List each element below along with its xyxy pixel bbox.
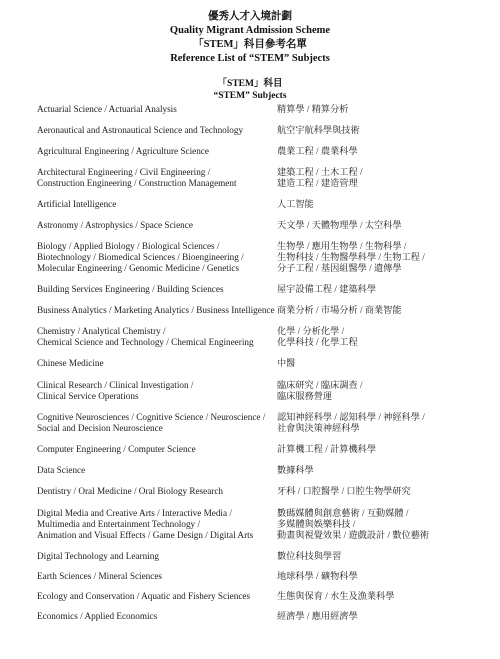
subject-chinese-line: 臨床服務營運 <box>277 391 333 401</box>
subject-chinese-line: 生物學 / 應用生物學 / 生物科學 / <box>277 241 407 251</box>
subject-english-line: Molecular Engineering / Genomic Medicine / Genetics <box>37 263 240 273</box>
subject-chinese <box>277 591 394 602</box>
document-header <box>0 0 500 66</box>
subject-chinese-line: 社會與決策神經科學 <box>277 423 360 433</box>
subject-english-line: Astronomy / Astrophysics / Space Science <box>37 220 193 230</box>
subject-chinese-line: 農業工程 / 農業科學 <box>277 146 358 156</box>
subject-english-line: Construction Engineering / Construction Management <box>37 178 237 188</box>
subject-english <box>37 305 277 316</box>
subject-row <box>37 104 477 115</box>
subject-english-line: Earth Sciences / Mineral Sciences <box>37 571 163 581</box>
subject-row <box>37 465 477 476</box>
subject-english-line: Chemical Science and Technology / Chemical Engineering <box>37 337 254 347</box>
subject-chinese-line: 生物科技 / 生物醫學科學 / 生物工程 / <box>277 252 425 262</box>
subject-english-line: Cognitive Neurosciences / Cognitive Science / Neuroscience / <box>37 412 266 422</box>
subject-row <box>37 571 477 582</box>
subject-english-line: Clinical Research / Clinical Investigation / <box>37 380 194 390</box>
subject-row <box>37 125 477 136</box>
subject-chinese-line: 化學科技 / 化學工程 <box>277 337 358 347</box>
subject-chinese <box>277 444 376 455</box>
section-header <box>0 79 500 102</box>
subject-chinese <box>277 380 363 402</box>
subject-chinese-line: 數據科學 <box>277 465 314 475</box>
subject-chinese-line: 化學 / 分析化學 / <box>277 326 345 336</box>
subject-english <box>37 444 277 455</box>
subject-chinese <box>277 358 295 369</box>
subject-english <box>37 241 277 274</box>
subject-english-line: Architectural Engineering / Civil Engineering / <box>37 167 211 177</box>
subject-row <box>37 444 477 455</box>
subject-chinese-line: 牙科 / 口腔醫學 / 口腔生物學研究 <box>277 486 411 496</box>
subject-english <box>37 571 277 582</box>
subject-row <box>37 508 477 541</box>
subject-row <box>37 167 477 189</box>
subject-chinese <box>277 508 429 541</box>
subject-chinese-line: 分子工程 / 基因組醫學 / 遺傳學 <box>277 263 402 273</box>
subject-english <box>37 326 277 348</box>
subject-english-line: Computer Engineering / Computer Science <box>37 444 196 454</box>
subject-chinese-line: 天文學 / 天體物理學 / 太空科學 <box>277 220 402 230</box>
subject-row <box>37 551 477 562</box>
subject-chinese-line: 中醫 <box>277 358 296 368</box>
subject-english <box>37 412 277 434</box>
subject-english <box>37 104 277 115</box>
title-english: Quality Migrant Admission Scheme <box>169 25 331 36</box>
subject-chinese-line: 數碼媒體與創意藝術 / 互動媒體 / <box>277 508 409 518</box>
subject-english <box>37 146 277 157</box>
subject-english <box>37 220 277 231</box>
subject-chinese-line: 屋宇設備工程 / 建築科學 <box>277 284 377 294</box>
subject-row <box>37 241 477 274</box>
subject-english-line: Biology / Applied Biology / Biological Sciences / <box>37 241 220 251</box>
subject-chinese-line: 地球科學 / 礦物科學 <box>277 571 358 581</box>
subject-chinese-line: 動畫與視覺效果 / 遊戲設計 / 數位藝術 <box>277 530 430 540</box>
subject-chinese-line: 建築工程 / 土木工程 / <box>277 167 363 177</box>
subject-chinese <box>277 167 363 189</box>
subject-chinese-line: 人工智能 <box>277 199 314 209</box>
subject-row <box>37 326 477 348</box>
subject-chinese <box>277 326 358 348</box>
subject-row <box>37 199 477 210</box>
subject-row <box>37 412 477 434</box>
subject-chinese-line: 生態與保育 / 水生及漁業科學 <box>277 591 395 601</box>
subject-english-line: Building Services Engineering / Building Sciences <box>37 284 224 294</box>
subject-row <box>37 146 477 157</box>
subject-chinese <box>277 220 402 231</box>
subject-english-line: Dentistry / Oral Medicine / Oral Biology Research <box>37 486 223 496</box>
subject-english <box>37 284 277 295</box>
subject-english <box>37 125 277 136</box>
subject-english-line: Chemistry / Analytical Chemistry / <box>37 326 166 336</box>
subject-english <box>37 508 277 541</box>
subject-row <box>37 611 477 622</box>
list-title-chinese: 「STEM」科目參考名單 <box>193 39 307 50</box>
subject-english-line: Social and Decision Neuroscience <box>37 423 163 433</box>
section-title-english: “STEM” Subjects <box>213 90 287 101</box>
subject-english <box>37 465 277 476</box>
subject-english-line: Ecology and Conservation / Aquatic and Fishery Sciences <box>37 591 251 601</box>
subject-english <box>37 591 277 602</box>
subject-chinese-line: 航空宇航科學與技術 <box>277 125 360 135</box>
subject-chinese <box>277 465 314 476</box>
subject-row <box>37 220 477 231</box>
subject-chinese-line: 計算機工程 / 計算機科學 <box>277 444 377 454</box>
subject-chinese <box>277 104 348 115</box>
subject-chinese <box>277 412 425 434</box>
subject-english-line: Aeronautical and Astronautical Science and Technology <box>37 125 244 135</box>
subject-english-line: Multimedia and Entertainment Technology / <box>37 519 200 529</box>
subject-english-line: Artificial Intelligence <box>37 199 117 209</box>
subject-table <box>37 104 477 622</box>
subject-chinese <box>277 551 341 562</box>
subject-english <box>37 199 277 210</box>
subject-english-line: Actuarial Science / Actuarial Analysis <box>37 104 177 114</box>
subject-english-line: Digital Technology and Learning <box>37 551 159 561</box>
section-title-chinese: 「STEM」科目 <box>217 79 283 89</box>
subject-english-line: Data Science <box>37 465 86 475</box>
subject-english <box>37 551 277 562</box>
title-chinese: 優秀人才入境計劃 <box>208 11 292 22</box>
subject-english <box>37 358 277 369</box>
subject-chinese-line: 經濟學 / 應用經濟學 <box>277 611 358 621</box>
subject-chinese <box>277 146 358 157</box>
subject-chinese-line: 數位科技與學習 <box>277 551 342 561</box>
subject-english <box>37 486 277 497</box>
subject-english-line: Economics / Applied Economics <box>37 611 158 621</box>
subject-chinese <box>277 305 402 316</box>
subject-english-line: Agricultural Engineering / Agriculture Science <box>37 146 209 156</box>
subject-chinese-line: 建造工程 / 建造管理 <box>277 178 358 188</box>
subject-english-line: Digital Media and Creative Arts / Interactive Media / <box>37 508 232 518</box>
subject-english <box>37 380 277 402</box>
subject-chinese <box>277 241 425 274</box>
subject-row <box>37 591 477 602</box>
subject-row <box>37 380 477 402</box>
subject-english <box>37 611 277 622</box>
subject-english-line: Clinical Service Operations <box>37 391 139 401</box>
subject-row <box>37 486 477 497</box>
subject-chinese <box>277 611 358 622</box>
subject-chinese <box>277 571 358 582</box>
subject-chinese <box>277 199 314 210</box>
list-title-english: Reference List of “STEM” Subjects <box>170 53 330 64</box>
subject-row <box>37 284 477 295</box>
subject-row <box>37 358 477 369</box>
subject-chinese <box>277 284 376 295</box>
subject-chinese-line: 認知神經科學 / 認知科學 / 神經科學 / <box>277 412 425 422</box>
subject-chinese-line: 臨床研究 / 臨床調查 / <box>277 380 363 390</box>
subject-english-line: Animation and Visual Effects / Game Design / Digital Arts <box>37 530 254 540</box>
subject-row <box>37 305 477 316</box>
subject-english-line: Biotechnology / Biomedical Sciences / Bioengineering / <box>37 252 244 262</box>
subject-chinese <box>277 486 411 497</box>
subject-english <box>37 167 277 189</box>
subject-chinese-line: 精算學 / 精算分析 <box>277 104 349 114</box>
subject-english-line: Chinese Medicine <box>37 358 104 368</box>
subject-chinese-line: 多媒體與娛樂科技 / <box>277 519 356 529</box>
subject-chinese <box>277 125 360 136</box>
subject-chinese-line: 商業分析 / 市場分析 / 商業智能 <box>277 305 402 315</box>
subject-english-line: Business Analytics / Marketing Analytics / Business Intelligence <box>37 305 275 315</box>
